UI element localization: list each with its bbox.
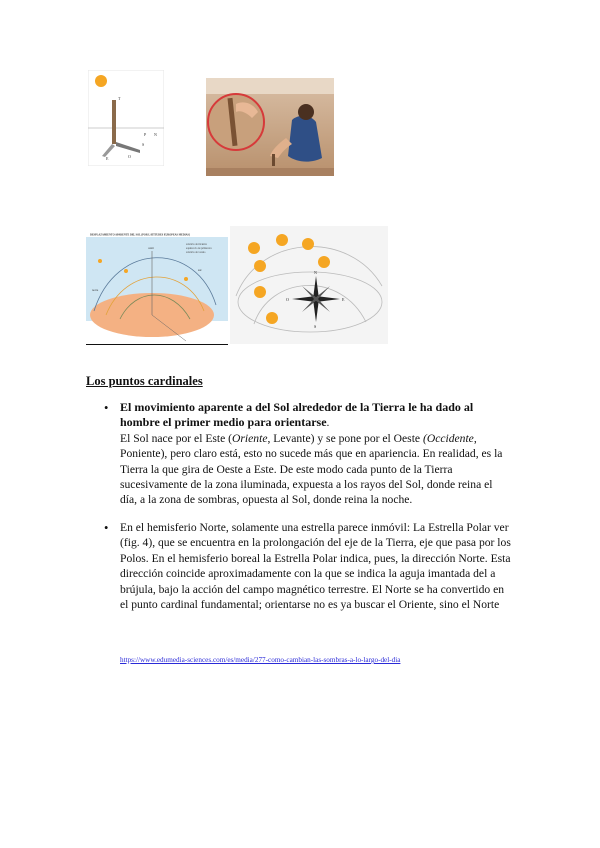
legend-spring: equinoccio de primavera — [186, 247, 212, 250]
sun-icon — [318, 256, 330, 268]
sun-icon — [254, 260, 266, 272]
bullet-symbol: • — [104, 521, 109, 535]
sun-icon — [266, 312, 278, 324]
italic-oriente: Oriente — [232, 431, 268, 445]
bold-end: . — [326, 416, 330, 430]
sundial-photo — [206, 78, 334, 176]
compass-sun-diagram — [230, 226, 388, 344]
label-norte: norte — [92, 288, 99, 292]
label-sur: sur — [198, 268, 202, 272]
compass-n: N — [314, 270, 317, 275]
legend-winter: solsticio de invierno — [186, 243, 208, 246]
sun-icon — [95, 75, 107, 87]
label-e: E — [106, 156, 109, 161]
compass-s: S — [314, 324, 317, 329]
legend-summer: solsticio de verano — [186, 251, 206, 254]
text-segment: , Levante) y se pone por el Oeste — [267, 431, 423, 445]
sun-path-title: DESPLAZAMIENTO APARENTE DEL SOL (POR LATITUDES EUROPEAS MEDIAS) — [90, 233, 190, 237]
italic-occidente: (Occidente — [422, 431, 474, 445]
stick-shadow-diagram — [88, 70, 164, 166]
label-o: O — [128, 154, 131, 159]
sun-icon — [248, 242, 260, 254]
bold-intro: El movimiento aparente a del Sol alrededor de la Tierra le ha dado al hombre el primer medio para orientarse — [120, 400, 474, 430]
label-n: N — [154, 132, 157, 137]
paragraph-polar-star: En el hemisferio Norte, solamente una estrella parece inmóvil: La Estrella Polar ver (fig. 4), que se encuentra en la prolongación del eje de la Tierra, eje que pasa por los Polos. En el hemisferio boreal la Estrella Polar indica, pues, la dirección Norte. Esta dirección coincide aproximadamente con la que se indica la aguja imantada del a brújula, bajo la acción del campo magnético terrestre. El Norte se ha convertido en el punto cardinal fundamental; orientarse no es ya buscar el Oriente, sino el Norte — [120, 521, 511, 612]
label-p: P — [144, 132, 147, 137]
bullet-symbol: • — [104, 401, 109, 415]
label-cenit: cenit — [148, 246, 154, 250]
compass-e: E — [342, 297, 345, 302]
text-segment: , Poniente), pero claro está, esto no sucede más que en apariencia. En realidad, es la Tierra la que gira de Oeste a Este. De este modo cada punto de la Tierra sucesivamente de la zona iluminada, expuesta a los rayos del Sol, donde reina el día, a la zona de sombras, opuesta al Sol, donde reina la noche. — [120, 431, 503, 507]
label-s: S — [142, 142, 145, 147]
label-t: T — [118, 96, 121, 101]
sun-icon — [254, 286, 266, 298]
sun-icon — [302, 238, 314, 250]
paragraph-sun-movement — [120, 400, 512, 508]
sun-icon — [276, 234, 288, 246]
section-title: Los puntos cardinales — [86, 374, 203, 388]
sun-path-diagram — [86, 231, 228, 345]
compass-o: O — [286, 297, 289, 302]
edumedia-link[interactable]: https://www.edumedia-sciences.com/es/media/277-como-cambian-las-sombras-a-lo-largo-del-dia — [120, 656, 401, 664]
text-segment: El Sol nace por el Este ( — [120, 431, 233, 445]
